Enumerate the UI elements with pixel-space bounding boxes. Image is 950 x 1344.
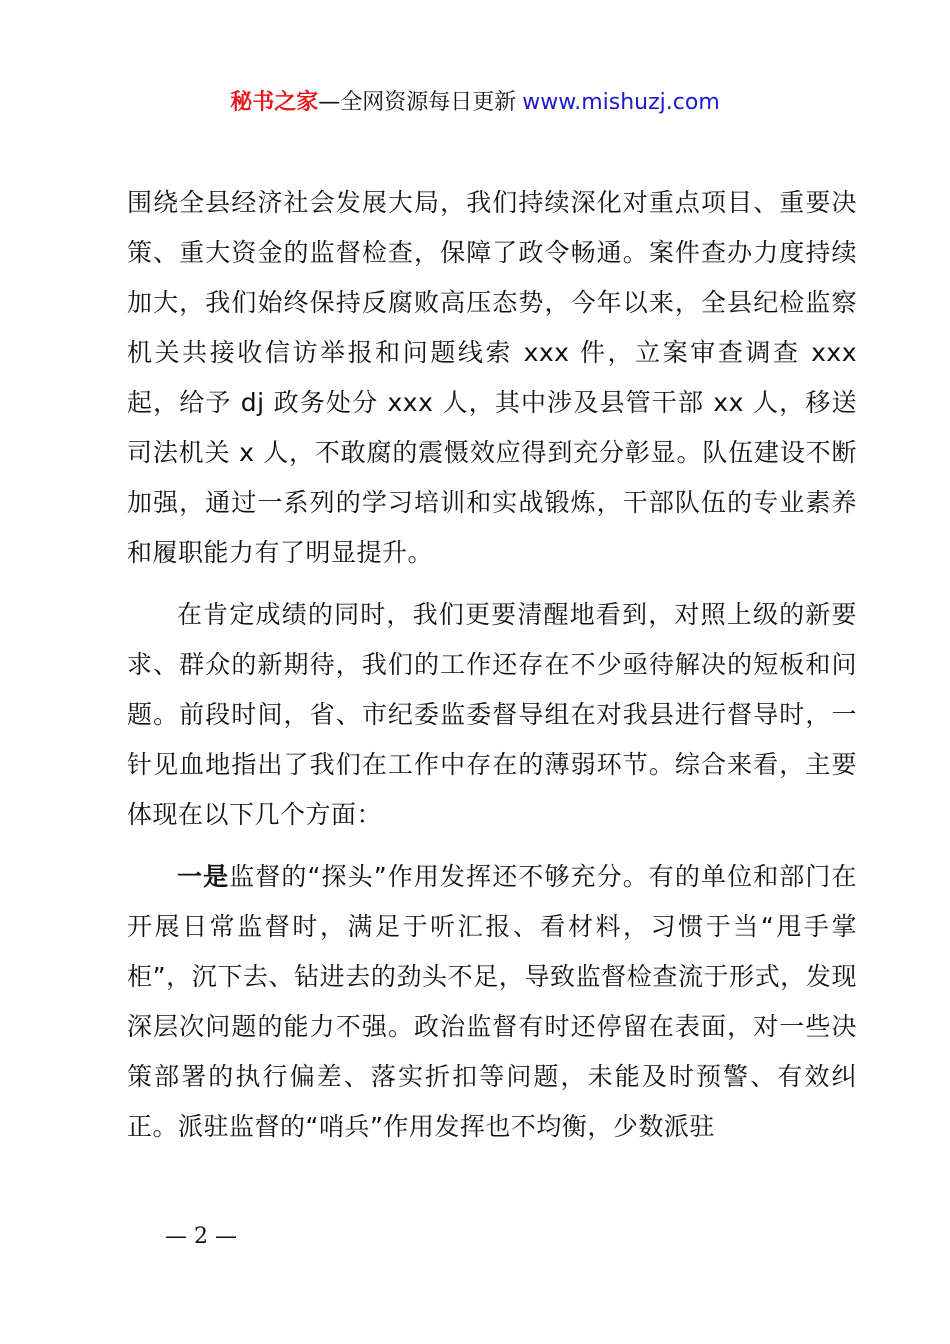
paragraph-3: [127, 852, 857, 1152]
website-link[interactable]: www.mishuzj.com: [522, 90, 720, 115]
header-banner: [0, 86, 950, 120]
document-body: [127, 178, 857, 1164]
paragraph-3-lead: 一是: [177, 862, 230, 891]
header-dash: —: [318, 90, 341, 115]
page-number: — 2 —: [165, 1224, 237, 1249]
paragraph-1: 围绕全县经济社会发展大局，我们持续深化对重点项目、重要决策、重大资金的监督检查，保障了政令畅通。案件查办力度持续加大，我们始终保持反腐败高压态势，今年以来，全县纪检监察机关共接收信访举报和问题线索 xxx 件，立案审查调查 xxx 起，给予 dj 政务处分 xxx 人，其中涉及县管干部 xx 人，移送司法机关 x 人，不敢腐的震慑效应得到充分彰显。队伍建设不断加强，通过一系列的学习培训和实战锻炼，干部队伍的专业素养和履职能力有了明显提升。: [127, 188, 857, 567]
paragraph-3-text: 监督的“探头”作用发挥还不够充分。有的单位和部门在开展日常监督时，满足于听汇报、看材料，习惯于当“甩手掌柜”，沉下去、钻进去的劲头不足，导致监督检查流于形式，发现深层次问题的能力不强。政治监督有时还停留在表面，对一些决策部署的执行偏差、落实折扣等问题，未能及时预警、有效纠正。派驻监督的“哨兵”作用发挥也不均衡，少数派驻: [127, 862, 857, 1141]
brand-name: 秘书之家: [230, 90, 319, 115]
header-slogan: 全网资源每日更新: [340, 90, 517, 115]
paragraph-2: 在肯定成绩的同时，我们更要清醒地看到，对照上级的新要求、群众的新期待，我们的工作还存在不少亟待解决的短板和问题。前段时间，省、市纪委监委督导组在对我县进行督导时，一针见血地指出了我们在工作中存在的薄弱环节。综合来看，主要体现在以下几个方面：: [127, 600, 857, 829]
